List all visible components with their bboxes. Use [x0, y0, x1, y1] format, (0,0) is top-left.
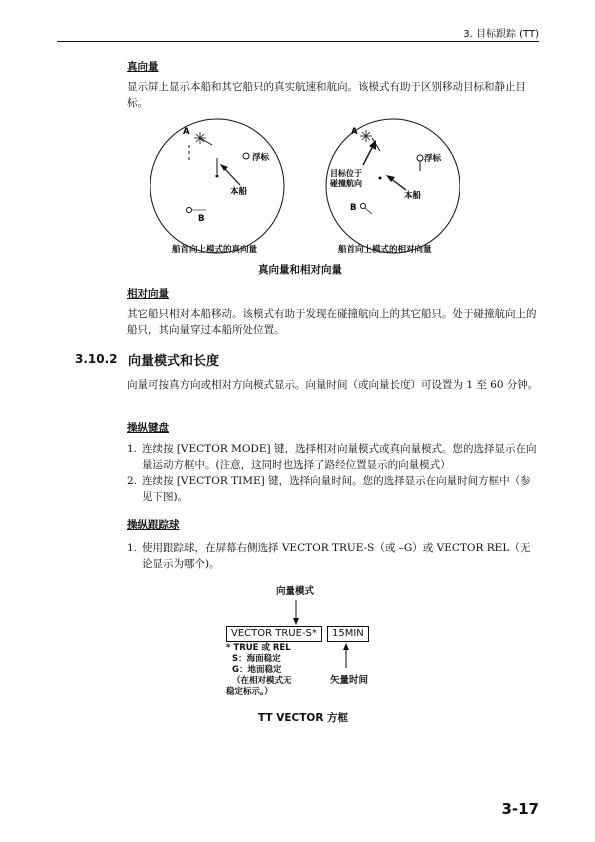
- section-paragraph: 向量可按真方向或相对方向模式显示。向量时间（或向量长度）可设置为 1 至 60 分钟。: [127, 379, 539, 391]
- keyboard-step-2: [127, 473, 539, 505]
- section-title: 向量模式和长度: [128, 354, 220, 369]
- step-number: 1.: [127, 542, 138, 554]
- note-line: 稳定标示。）: [226, 687, 273, 697]
- mode-note: [226, 643, 292, 698]
- vector-time-label: 矢量时间: [330, 675, 369, 686]
- true-vector-paragraph: 显示屏上显示本船和其它船只的真实航速和航向。该模式有助于区别移动目标和静止目标。: [127, 81, 526, 109]
- left-label-a: A: [183, 127, 190, 137]
- right-target-line2: 碰撞航向: [330, 179, 362, 188]
- running-header: 3. 目标跟踪 (TT): [463, 29, 539, 40]
- vector-time-box: 15MIN: [327, 626, 369, 642]
- right-buoy-label: 浮标: [424, 154, 442, 164]
- left-label-b: B: [198, 214, 205, 224]
- section-number: 3.10.2: [75, 352, 118, 366]
- figure2-caption: TT VECTOR 方框: [258, 712, 349, 724]
- note-line: （在相对模式无: [232, 676, 292, 686]
- trackball-step-1: [127, 540, 539, 572]
- right-target-line1: 目标位于: [330, 169, 362, 178]
- step-text: 连续按 [VECTOR MODE] 键，选择相对向量模式或真向量模式。您的选择显示在向量运动方框中。(注意，这同时也选择了路经位置显示的向量模式）: [142, 443, 537, 471]
- vector-mode-box: VECTOR TRUE-S*: [226, 626, 322, 642]
- relative-vector-heading: 相对向量: [127, 288, 169, 300]
- right-scope-caption: 船首向上模式的相对向量: [338, 245, 432, 255]
- left-own-ship-label: 本船: [230, 187, 248, 197]
- note-line: S：海面稳定: [232, 654, 281, 664]
- note-line: G：地面稳定: [232, 665, 282, 675]
- left-buoy-label: 浮标: [252, 153, 270, 163]
- keyboard-step-1: [127, 441, 539, 473]
- right-label-a: A: [351, 127, 358, 137]
- step-text: 连续按 [VECTOR TIME] 键，选择向量时间。您的选择显示在向量时间方框中（参见下图)。: [142, 475, 531, 503]
- trackball-heading: 操纵跟踪球: [127, 519, 180, 531]
- left-scope-caption: 船首向上模式的真向量: [172, 245, 258, 255]
- step-text: 使用跟踪球，在屏幕右侧选择 VECTOR TRUE-S（或 –G）或 VECTOR REL（无论显示为哪个)。: [142, 542, 531, 570]
- keyboard-heading: 操纵键盘: [127, 422, 169, 434]
- page-number: 3-17: [501, 800, 539, 818]
- true-vector-heading: 真向量: [127, 61, 159, 73]
- right-own-ship-label: 本船: [404, 191, 422, 201]
- vector-mode-label: 向量模式: [276, 586, 315, 597]
- note-line: * TRUE 或 REL: [226, 643, 291, 653]
- step-number: 1.: [127, 443, 138, 455]
- relative-vector-paragraph: 其它船只相对本船移动。该模式有助于发现在碰撞航向上的其它船只。处于碰撞航向上的船只，其向量穿过本船所处位置。: [127, 308, 537, 336]
- step-number: 2.: [127, 475, 138, 487]
- figure1-caption: 真向量和相对向量: [258, 264, 342, 276]
- header-rule: [57, 41, 539, 42]
- right-label-b: B: [350, 203, 357, 213]
- left-radar-scope: [150, 119, 284, 253]
